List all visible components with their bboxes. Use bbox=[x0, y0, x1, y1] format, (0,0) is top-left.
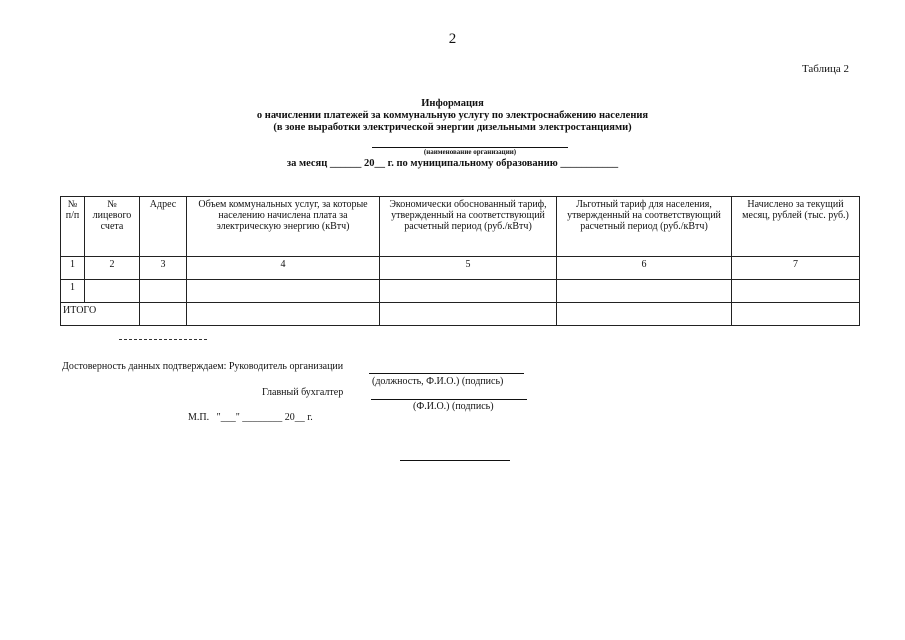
table-header-row bbox=[61, 197, 860, 257]
stamp-date-line: М.П. "___" ________ 20__ г. bbox=[188, 412, 313, 423]
title-line-3: (в зоне выработки электрической энергии дизельными электростанциями) bbox=[273, 122, 632, 133]
document-title bbox=[0, 98, 905, 134]
org-name-caption: (наименование организации) bbox=[423, 148, 517, 156]
header-cell: Льготный тариф для населения, утвержденный на соответствующий расчетный период (руб./кВтч) bbox=[557, 197, 732, 257]
footer-line bbox=[400, 460, 510, 461]
title-line-1: Информация bbox=[421, 98, 484, 109]
header-cell: Объем коммунальных услуг, за которые населению начислена плата за электрическую энергию (кВтч) bbox=[187, 197, 380, 257]
column-number: 1 bbox=[61, 257, 85, 280]
column-number: 7 bbox=[732, 257, 860, 280]
header-cell: Адрес bbox=[140, 197, 187, 257]
table-cell bbox=[380, 303, 557, 326]
table-cell bbox=[557, 280, 732, 303]
header-cell: Экономически обоснованный тариф, утвержденный на соответствующий расчетный период (руб./кВтч) bbox=[380, 197, 557, 257]
table-cell bbox=[557, 303, 732, 326]
column-number: 5 bbox=[380, 257, 557, 280]
page-number: 2 bbox=[448, 31, 457, 47]
head-signature-line bbox=[369, 373, 524, 374]
column-number: 6 bbox=[557, 257, 732, 280]
accountant-signature-line bbox=[371, 399, 527, 400]
table-cell bbox=[140, 280, 187, 303]
total-label: ИТОГО bbox=[61, 303, 140, 326]
table-cell bbox=[380, 280, 557, 303]
column-number: 3 bbox=[140, 257, 187, 280]
table-label: Таблица 2 bbox=[801, 63, 849, 75]
table-cell bbox=[85, 280, 140, 303]
column-number: 2 bbox=[85, 257, 140, 280]
period-line: за месяц ______ 20__ г. по муниципальному образованию ___________ bbox=[286, 158, 619, 169]
confirmation-text: Достоверность данных подтверждаем: Руководитель организации bbox=[62, 361, 344, 372]
table-cell bbox=[140, 303, 187, 326]
table-cell bbox=[732, 280, 860, 303]
header-cell: Начислено за текущий месяц, рублей (тыс. руб.) bbox=[732, 197, 860, 257]
header-cell: № п/п bbox=[61, 197, 85, 257]
table-cell bbox=[732, 303, 860, 326]
column-number: 4 bbox=[187, 257, 380, 280]
accountant-signature-caption: (Ф.И.О.) (подпись) bbox=[413, 401, 494, 412]
table-cell bbox=[187, 280, 380, 303]
header-cell: № лицевого счета bbox=[85, 197, 140, 257]
charges-table bbox=[60, 196, 860, 326]
title-line-2: о начислении платежей за коммунальную услугу по электроснабжению населения bbox=[256, 110, 649, 121]
table-row bbox=[61, 280, 860, 303]
head-signature-caption: (должность, Ф.И.О.) (подпись) bbox=[372, 376, 504, 387]
total-row bbox=[61, 303, 860, 326]
column-numbers-row bbox=[61, 257, 860, 280]
table-cell bbox=[187, 303, 380, 326]
footnote-separator bbox=[119, 339, 207, 340]
row-number: 1 bbox=[61, 280, 85, 303]
accountant-label: Главный бухгалтер bbox=[262, 387, 344, 398]
